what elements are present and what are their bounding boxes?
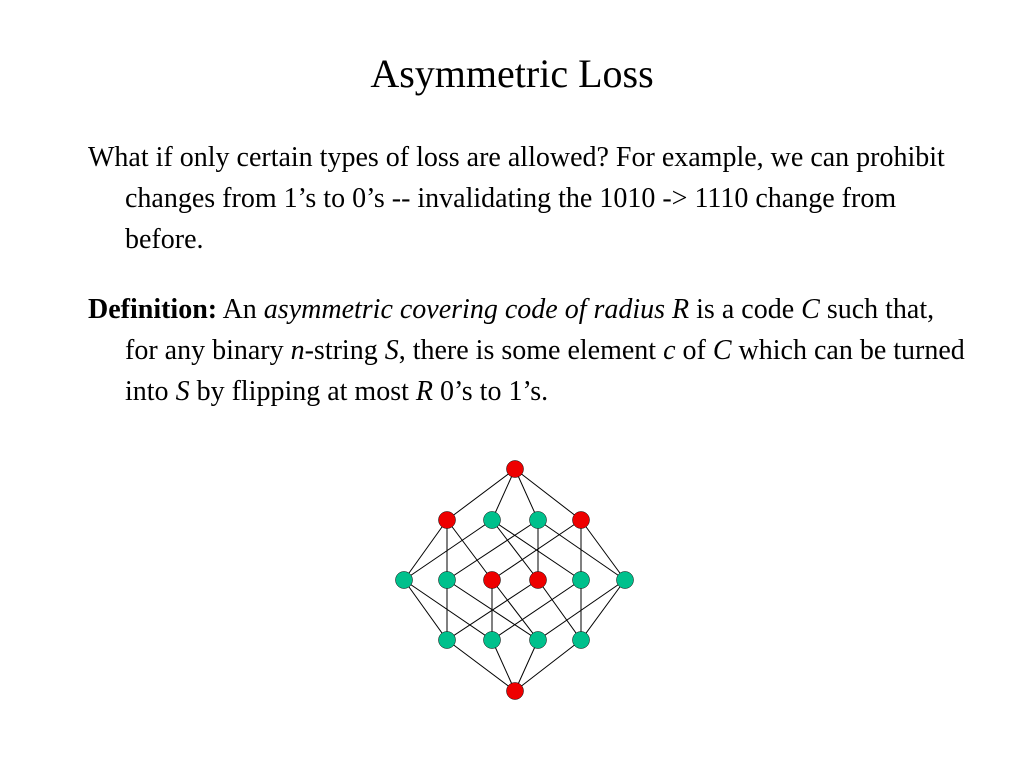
lattice-edge [404, 520, 492, 580]
lattice-edge [404, 520, 447, 580]
codeword-node [530, 572, 547, 589]
lattice-edge [492, 520, 538, 580]
definition-text: by flipping at most [189, 376, 416, 407]
definition-text: such that, for any binary [125, 294, 935, 366]
lattice-node [617, 572, 634, 589]
codeword-node [507, 461, 524, 478]
definition-var: c [663, 335, 676, 366]
lattice-edge [515, 640, 581, 691]
slide-title: Asymmetric Loss [370, 51, 654, 96]
lattice-node [396, 572, 413, 589]
definition-var: R [415, 376, 433, 407]
codeword-node [573, 512, 590, 529]
definition-label: Definition: [88, 294, 218, 325]
lattice-edge [581, 520, 625, 580]
definition-text: is a code [689, 294, 802, 325]
lattice-nodes [396, 461, 634, 700]
definition-var: S [175, 376, 190, 407]
lattice-node [439, 572, 456, 589]
codeword-node [439, 512, 456, 529]
lattice-edge [447, 640, 515, 691]
lattice-edge [581, 580, 625, 640]
definition-var: S [384, 335, 399, 366]
codeword-node [507, 683, 524, 700]
definition-text: -string [304, 335, 385, 366]
lattice-edge [492, 580, 581, 640]
definition-text: 0’s to 1’s. [433, 376, 549, 407]
lattice-edges [404, 469, 625, 691]
lattice-edge [492, 580, 538, 640]
lattice-node [573, 632, 590, 649]
definition-text: An [217, 294, 264, 325]
lattice-edge [404, 580, 492, 640]
definition-var: C [712, 335, 732, 366]
definition-term: asymmetric covering code of radius R [263, 294, 690, 325]
lattice-node [484, 632, 501, 649]
definition-var: n [290, 335, 305, 366]
lattice-node [573, 572, 590, 589]
definition-text: of [675, 335, 713, 366]
lattice-edge [447, 520, 492, 580]
codeword-node [484, 572, 501, 589]
lattice-edge [447, 469, 515, 520]
lattice-edge [447, 520, 538, 580]
lattice-node [530, 512, 547, 529]
lattice-edge [515, 469, 581, 520]
lattice-node [439, 632, 456, 649]
definition-var: C [801, 294, 820, 325]
lattice-node [484, 512, 501, 529]
lattice-node [530, 632, 547, 649]
definition-text: , there is some element [398, 335, 664, 366]
lattice-edge [538, 580, 581, 640]
intro-paragraph: What if only certain types of loss are allowed? For example, we can prohibit changes from 1’s to 0’s -- invalidating the 1010 -> 1110 change from before. [88, 142, 945, 255]
lattice-edge [404, 580, 447, 640]
definition-text: which can be turned into [125, 335, 965, 407]
